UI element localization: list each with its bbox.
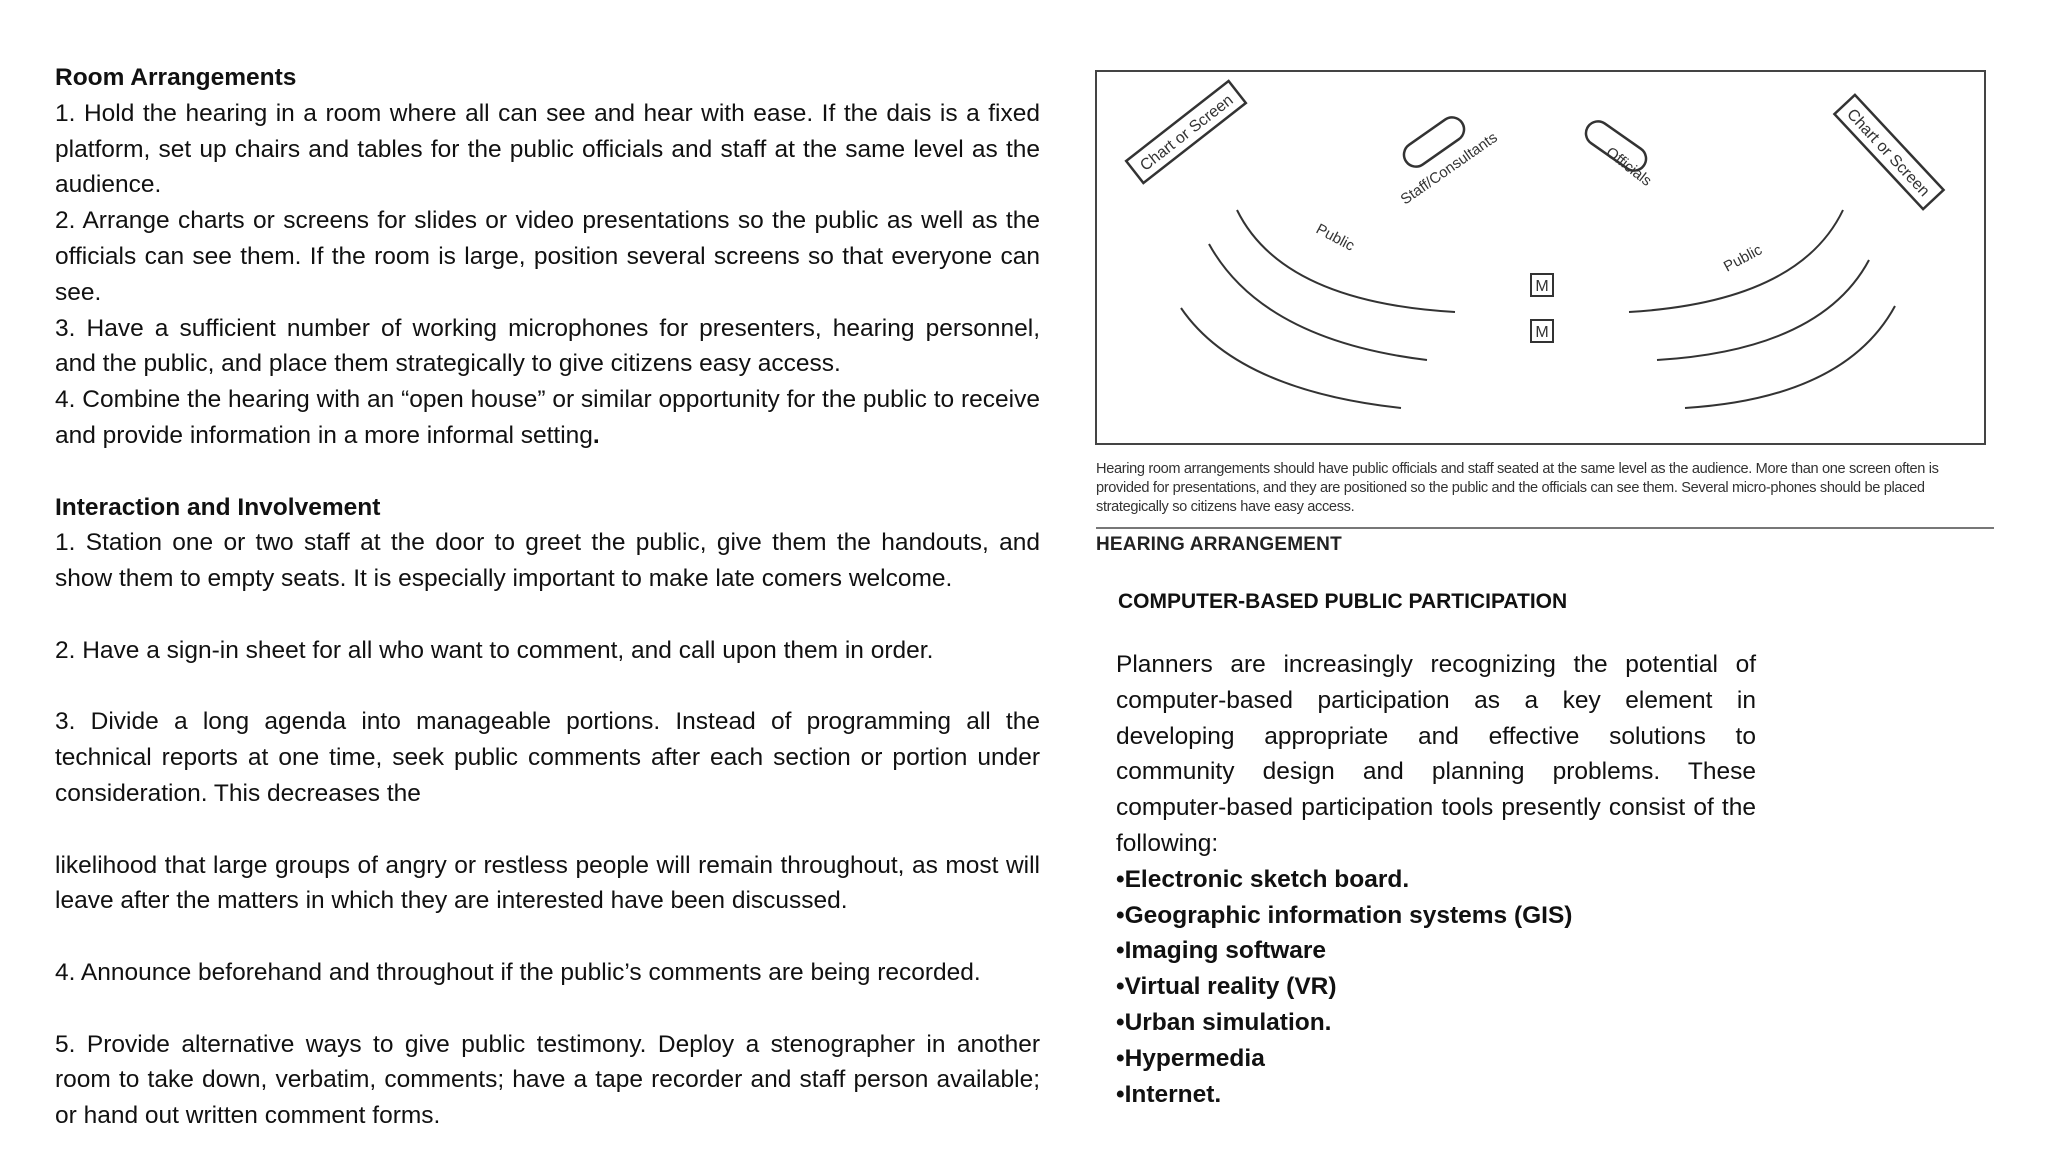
left-column	[55, 60, 1040, 1134]
interaction-heading: Interaction and Involvement	[55, 493, 381, 521]
spacer	[55, 454, 1040, 490]
public-right-label: Public	[1720, 241, 1765, 276]
interaction-item-1: 1. Station one or two staff at the door to greet the public, give them the handouts, and show them to empty seats. It is especially important to make late comers welcome.	[55, 529, 1040, 593]
interaction-item-4: 4. Announce beforehand and throughout if the public’s comments are being recorded.	[55, 958, 981, 986]
list-item: •Electronic sketch board.	[1116, 865, 1410, 893]
interaction-item-5: 5. Provide alternative ways to give public testimony. Deploy a stenographer in another room to take down, verbatim, comments; have a tape recorder and staff person available; or hand out written comment forms.	[55, 1030, 1040, 1130]
microphone-label: M	[1535, 324, 1549, 341]
seating-arc-left-3	[1181, 308, 1401, 408]
room-item-2: 2. Arrange charts or screens for slides or video presentations so the public as well as the officials can see them. If the room is large, position several screens so that everyone can see.	[55, 207, 1040, 306]
seating-arc-left-1	[1237, 210, 1455, 312]
staff-consultants-label: Staff/Consultants	[1397, 128, 1501, 209]
diagram-svg	[1097, 72, 1984, 443]
spacer	[55, 597, 1040, 633]
microphone-icon	[1531, 320, 1553, 342]
chart-screen-left	[1126, 81, 1246, 183]
spacer	[55, 812, 1040, 848]
list-item: •Virtual reality (VR)	[1116, 973, 1337, 1001]
chart-screen-right-label: Chart or Screen	[1843, 105, 1933, 201]
figure-title: HEARING ARRANGEMENT	[1096, 534, 1342, 555]
interaction-item-3: 3. Divide a long agenda into manageable portions. Instead of programming all the technical reports at one time, seek public comments after each section or portion under consideration. This decreases the	[55, 708, 1040, 807]
officials-label: Officials	[1602, 143, 1655, 190]
list-item: •Internet.	[1116, 1080, 1222, 1108]
interaction-item-2: 2. Have a sign-in sheet for all who want to comment, and call upon them in order.	[55, 636, 934, 664]
figure-divider	[1096, 527, 1994, 529]
spacer	[55, 991, 1040, 1027]
right-column	[1116, 647, 1756, 1112]
spacer	[55, 919, 1040, 955]
hearing-arrangement-diagram	[1095, 70, 1986, 445]
computer-participation-paragraph: Planners are increasingly recognizing the potential of computer-based participation as a key element in developing appropriate and effective solutions to community design and planning problems. These computer-based participation tools presently consist of the following:	[1116, 651, 1756, 857]
room-arrangements-heading: Room Arrangements	[55, 64, 297, 91]
seating-arc-right-2	[1657, 260, 1869, 360]
figure-caption: Hearing room arrangements should have public officials and staff seated at the same level as the audience. More than one screen often is provided for presentations, and they are positioned so the public and the officials can see them. Several micro-phones should be placed strategically so citizens have easy access.	[1096, 461, 1939, 515]
list-item: •Imaging software	[1116, 937, 1327, 965]
seating-arc-right-3	[1685, 306, 1895, 408]
interaction-item-3-continued: likelihood that large groups of angry or restless people will remain throughout, as most will leave after the matters in which they are interested have been discussed.	[55, 851, 1040, 915]
room-item-4	[55, 382, 1040, 454]
public-left-label: Public	[1313, 220, 1358, 255]
list-item: •Geographic information systems (GIS)	[1116, 901, 1573, 929]
microphone-label: M	[1535, 278, 1549, 295]
tools-list	[1116, 862, 1756, 1113]
microphone-icon	[1531, 274, 1553, 296]
list-item: •Hypermedia	[1116, 1044, 1265, 1072]
spacer	[55, 669, 1040, 705]
list-item: •Urban simulation.	[1116, 1008, 1332, 1036]
chart-screen-right	[1834, 95, 1943, 209]
computer-participation-heading: COMPUTER-BASED PUBLIC PARTICIPATION	[1118, 590, 1568, 613]
room-item-3: 3. Have a sufficient number of working microphones for presenters, hearing personnel, and the public, and place them strategically to give citizens easy access.	[55, 314, 1040, 378]
chart-screen-left-label: Chart or Screen	[1137, 91, 1237, 175]
room-item-4-period: .	[592, 421, 600, 449]
seating-arc-left-2	[1209, 244, 1427, 360]
room-item-4-text: 4. Combine the hearing with an “open house” or similar opportunity for the public to receive and provide information in a more informal setting	[55, 386, 1040, 449]
room-item-1: 1. Hold the hearing in a room where all can see and hear with ease. If the dais is a fixed platform, set up chairs and tables for the public officials and staff at the same level as the audience.	[55, 99, 1040, 199]
